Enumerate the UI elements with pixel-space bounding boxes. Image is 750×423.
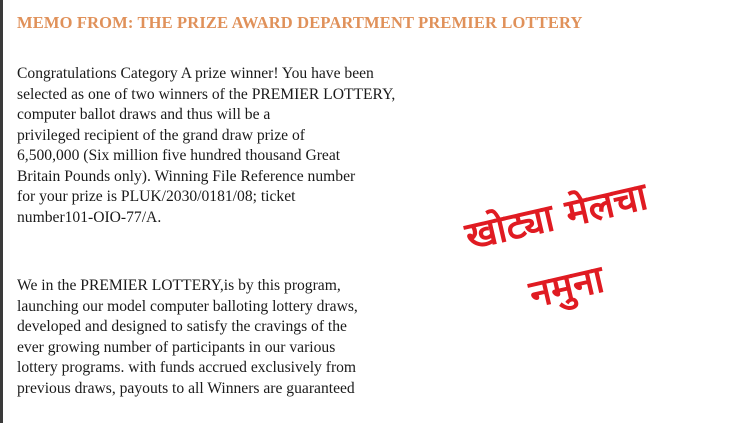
fake-mail-sample-label-second-line: नमुना <box>525 256 609 317</box>
left-border-line <box>0 0 3 423</box>
paragraph-line: computer ballot draws and thus will be a <box>17 106 271 123</box>
paragraph-line: Britain Pounds only). Winning File Reference number <box>17 167 356 185</box>
paragraph-line: number101-OIO-77/A. <box>17 208 162 226</box>
paragraph-line: lottery programs. with funds accrued exclusively from <box>17 359 357 376</box>
paragraph-line: for your prize is PLUK/2030/0181/08; ticket <box>17 188 296 205</box>
paragraph-line: privileged recipient of the grand draw prize of <box>17 126 305 144</box>
memo-title: MEMO FROM: THE PRIZE AWARD DEPARTMENT PREMIER LOTTERY <box>17 13 583 32</box>
paragraph-line: previous draws, payouts to all Winners are guaranteed <box>17 379 355 397</box>
paragraph-line: ever growing number of participants in our various <box>17 338 336 356</box>
paragraph-line: developed and designed to satisfy the cravings of the <box>17 318 347 335</box>
paragraph-line: 6,500,000 (Six million five hundred thousand Great <box>17 147 341 164</box>
paragraph-line: We in the PREMIER LOTTERY,is by this program, <box>17 277 341 294</box>
paragraph-line: selected as one of two winners of the PREMIER LOTTERY, <box>17 85 396 103</box>
paragraph-line: Congratulations Category A prize winner! You have been <box>17 65 374 82</box>
paragraph-line: launching our model computer balloting lottery draws, <box>17 297 358 315</box>
paragraph-congratulations <box>17 64 395 228</box>
fake-mail-sample-label: खोट्या मेलचा <box>461 173 652 259</box>
paragraph-program <box>17 276 358 399</box>
